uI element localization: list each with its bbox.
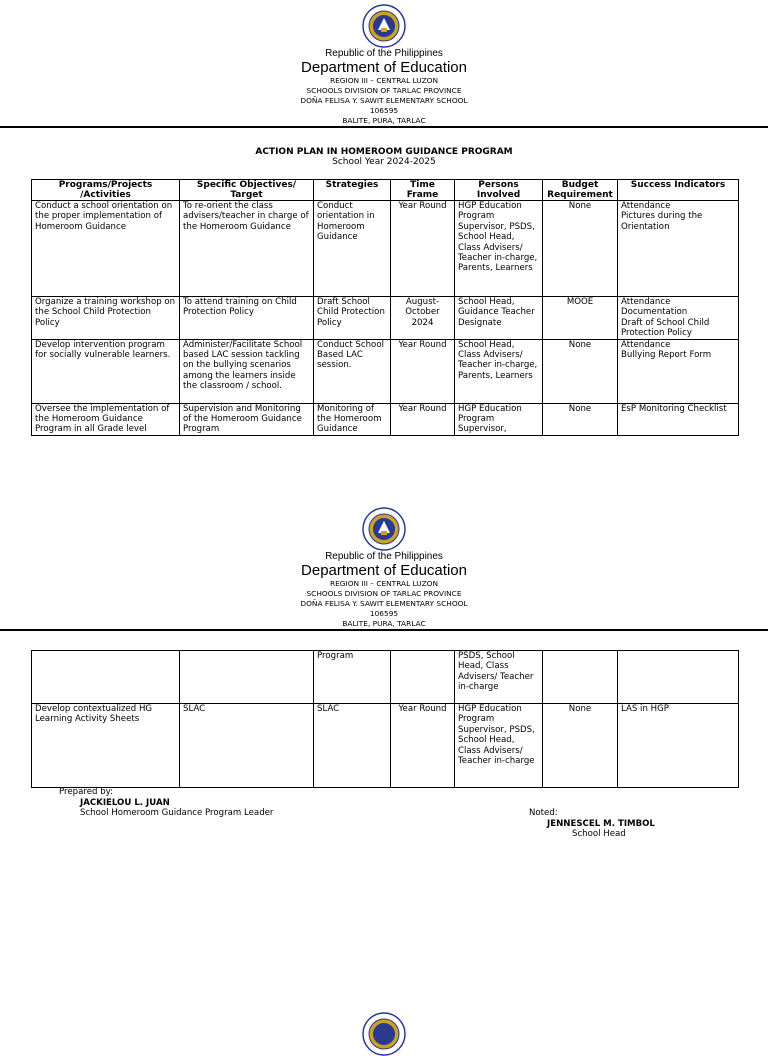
- school-id-line: 106595: [369, 609, 399, 618]
- republic-line: Republic of the Philippines: [325, 551, 443, 562]
- table-cell: Oversee the implementation of the Homeroom Guidance Program in all Grade level: [32, 403, 180, 435]
- table-row: [32, 339, 739, 403]
- noted-label: Noted:: [529, 808, 558, 818]
- table-cell: Administer/Facilitate School based LAC session tackling on the bullying scenarios among the learners inside the classroom / school.: [180, 339, 314, 403]
- table-cell: [543, 651, 618, 704]
- school-year: School Year 2024-2025: [332, 157, 436, 167]
- action-plan-table-continued: [31, 650, 739, 788]
- division-line: SCHOOLS DIVISION OF TARLAC PROVINCE: [306, 86, 462, 95]
- department-title: Department of Education: [301, 562, 467, 579]
- table-row: [32, 403, 739, 435]
- division-line: SCHOOLS DIVISION OF TARLAC PROVINCE: [306, 589, 462, 598]
- table-cell: Attendance Documentation Draft of School Child Protection Policy: [618, 297, 739, 340]
- table-cell: Conduct School Based LAC session.: [314, 339, 391, 403]
- table-cell: Organize a training workshop on the School Child Protection Policy: [32, 297, 180, 340]
- table-row: [32, 651, 739, 704]
- region-line: REGION III – CENTRAL LUZON: [329, 579, 438, 588]
- table-cell: Monitoring of the Homeroom Guidance: [314, 403, 391, 435]
- table-cell: [180, 651, 314, 704]
- prepared-by-label: Prepared by:: [59, 787, 114, 797]
- table-cell: [618, 651, 739, 704]
- table-row: [32, 297, 739, 340]
- header-cell: Time Frame: [391, 180, 455, 201]
- action-plan-table: [31, 179, 739, 436]
- table-cell: School Head, Class Advisers/ Teacher in-charge, Parents, Learners: [455, 339, 543, 403]
- table-cell: EsP Monitoring Checklist: [618, 403, 739, 435]
- table-cell: Attendance Bullying Report Form: [618, 339, 739, 403]
- table-cell: SLAC: [180, 704, 314, 788]
- table-cell: Draft School Child Protection Policy: [314, 297, 391, 340]
- table-cell: Conduct orientation in Homeroom Guidance: [314, 201, 391, 297]
- table-row: [32, 201, 739, 297]
- school-id-line: 106595: [369, 106, 399, 115]
- school-line: DOÑA FELISA Y. SAWIT ELEMENTARY SCHOOL: [300, 96, 468, 105]
- table-cell: None: [543, 403, 618, 435]
- table-cell: Develop contextualized HG Learning Activity Sheets: [32, 704, 180, 788]
- table-cell: School Head, Guidance Teacher Designate: [455, 297, 543, 340]
- table-header-row: [32, 180, 739, 201]
- table-cell: None: [543, 704, 618, 788]
- header-divider: [0, 126, 768, 128]
- table-cell: HGP Education Program Supervisor,: [455, 403, 543, 435]
- table-cell: SLAC: [314, 704, 391, 788]
- header-cell: Success Indicators: [618, 180, 739, 201]
- prepared-by-name: JACKIELOU L. JUAN: [80, 798, 170, 808]
- prepared-by-title: School Homeroom Guidance Program Leader: [80, 808, 274, 818]
- deped-seal-icon: [362, 507, 406, 551]
- header-cell: Persons Involved: [455, 180, 543, 201]
- header-divider: [0, 629, 768, 631]
- address-line: BALITE, PURA, TARLAC: [342, 116, 426, 125]
- noted-title: School Head: [572, 829, 626, 839]
- table-cell: Conduct a school orientation on the proper implementation of Homeroom Guidance: [32, 201, 180, 297]
- header-cell: Specific Objectives/ Target: [180, 180, 314, 201]
- table-cell: LAS in HGP: [618, 704, 739, 788]
- header-cell: Programs/Projects /Activities: [32, 180, 180, 201]
- header-cell: Budget Requirement: [543, 180, 618, 201]
- table-cell: PSDS, School Head, Class Advisers/ Teacher in-charge: [455, 651, 543, 704]
- table-cell: Year Round: [391, 339, 455, 403]
- school-line: DOÑA FELISA Y. SAWIT ELEMENTARY SCHOOL: [300, 599, 468, 608]
- table-cell: Year Round: [391, 704, 455, 788]
- table-row: [32, 704, 739, 788]
- region-line: REGION III – CENTRAL LUZON: [329, 76, 438, 85]
- deped-seal-icon: [362, 1012, 406, 1056]
- header-cell: Strategies: [314, 180, 391, 201]
- table-cell: Year Round: [391, 403, 455, 435]
- table-cell: None: [543, 339, 618, 403]
- department-title: Department of Education: [301, 59, 467, 76]
- table-cell: To re-orient the class advisers/teacher in charge of the Homeroom Guidance: [180, 201, 314, 297]
- table-cell: To attend training on Child Protection Policy: [180, 297, 314, 340]
- document-title: ACTION PLAN IN HOMEROOM GUIDANCE PROGRAM: [255, 147, 513, 157]
- table-cell: HGP Education Program Supervisor, PSDS, School Head, Class Advisers/ Teacher in-charge: [455, 704, 543, 788]
- table-cell: Year Round: [391, 201, 455, 297]
- table-cell: Program: [314, 651, 391, 704]
- table-cell: [32, 651, 180, 704]
- table-cell: Develop intervention program for socially vulnerable learners.: [32, 339, 180, 403]
- table-cell: August-October 2024: [391, 297, 455, 340]
- address-line: BALITE, PURA, TARLAC: [342, 619, 426, 628]
- table-cell: HGP Education Program Supervisor, PSDS, School Head, Class Advisers/ Teacher in-charge, Parents, Learners: [455, 201, 543, 297]
- noted-name: JENNESCEL M. TIMBOL: [547, 819, 655, 829]
- deped-seal-icon: [362, 4, 406, 48]
- republic-line: Republic of the Philippines: [325, 48, 443, 59]
- table-cell: None: [543, 201, 618, 297]
- table-cell: Attendance Pictures during the Orientation: [618, 201, 739, 297]
- table-cell: [391, 651, 455, 704]
- table-cell: MOOE: [543, 297, 618, 340]
- table-cell: Supervision and Monitoring of the Homeroom Guidance Program: [180, 403, 314, 435]
